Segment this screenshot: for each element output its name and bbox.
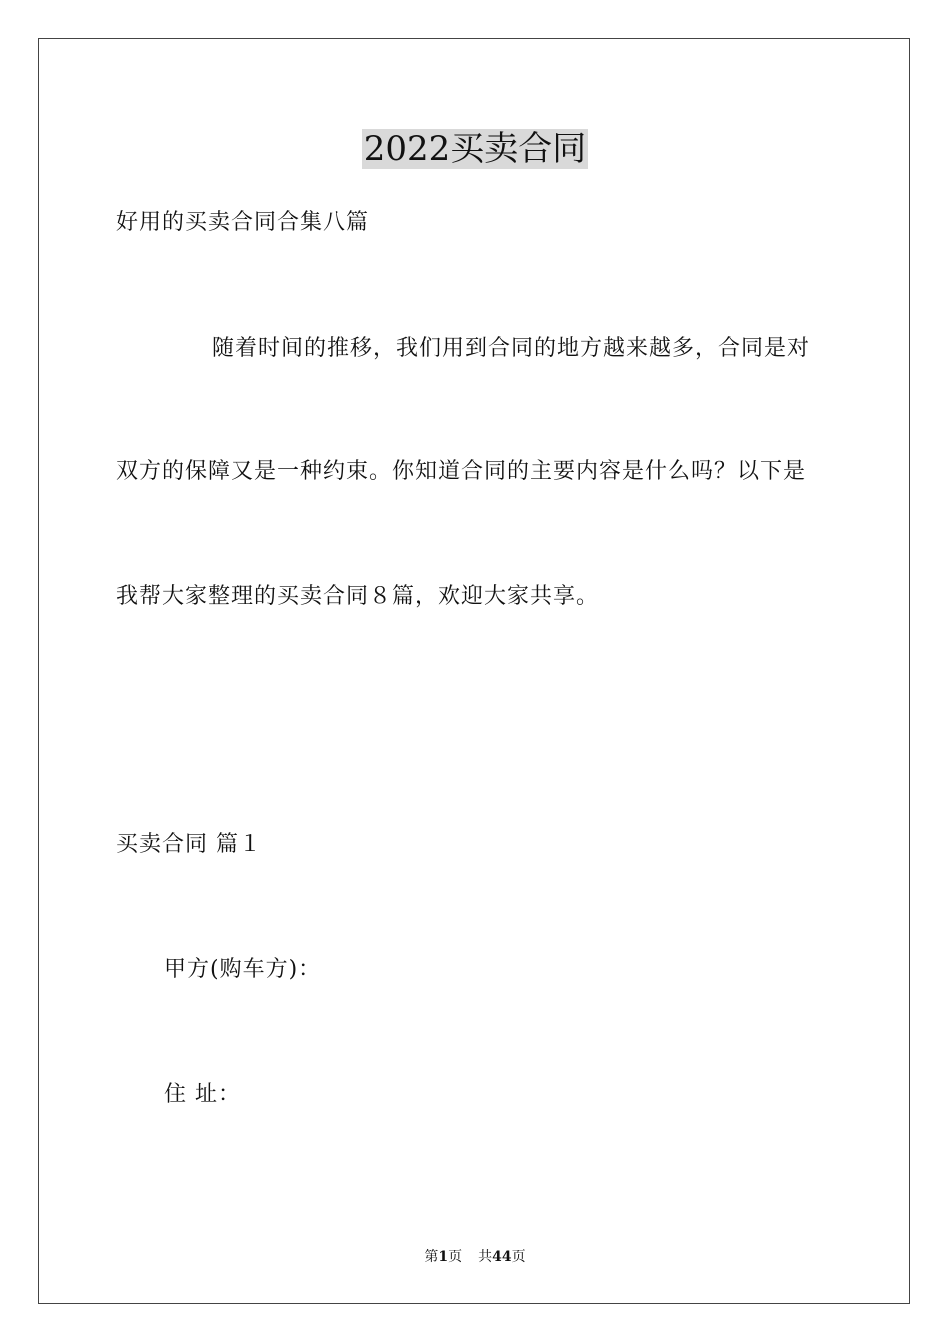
intro-line-1: 随着时间的推移，我们用到合同的地方越来越多，合同是对 [212,336,811,361]
intro-line-2: 双方的保障又是一种约束。你知道合同的主要内容是什么吗？以下是 [116,459,807,484]
intro-line-3: 我帮大家整理的买卖合同８篇，欢迎大家共享。 [116,584,600,609]
party-a-label: 甲方(购车方)： [164,957,322,982]
document-title-text: 2022买卖合同 [363,129,587,169]
footer-total-pages: 44 [492,1249,512,1265]
section-heading: 买卖合同 篇１ [116,832,262,857]
footer-page-prefix: 第 [424,1249,439,1265]
footer-total-prefix: 共 [478,1249,493,1265]
footer-page-number: 1 [438,1249,449,1265]
page-footer [0,1247,950,1267]
footer-page-suffix: 页 [448,1249,463,1265]
document-title [0,127,950,171]
document-subtitle: 好用的买卖合同合集八篇 [116,210,370,235]
footer-total-suffix: 页 [511,1249,526,1265]
address-label: 住 址： [164,1082,241,1107]
